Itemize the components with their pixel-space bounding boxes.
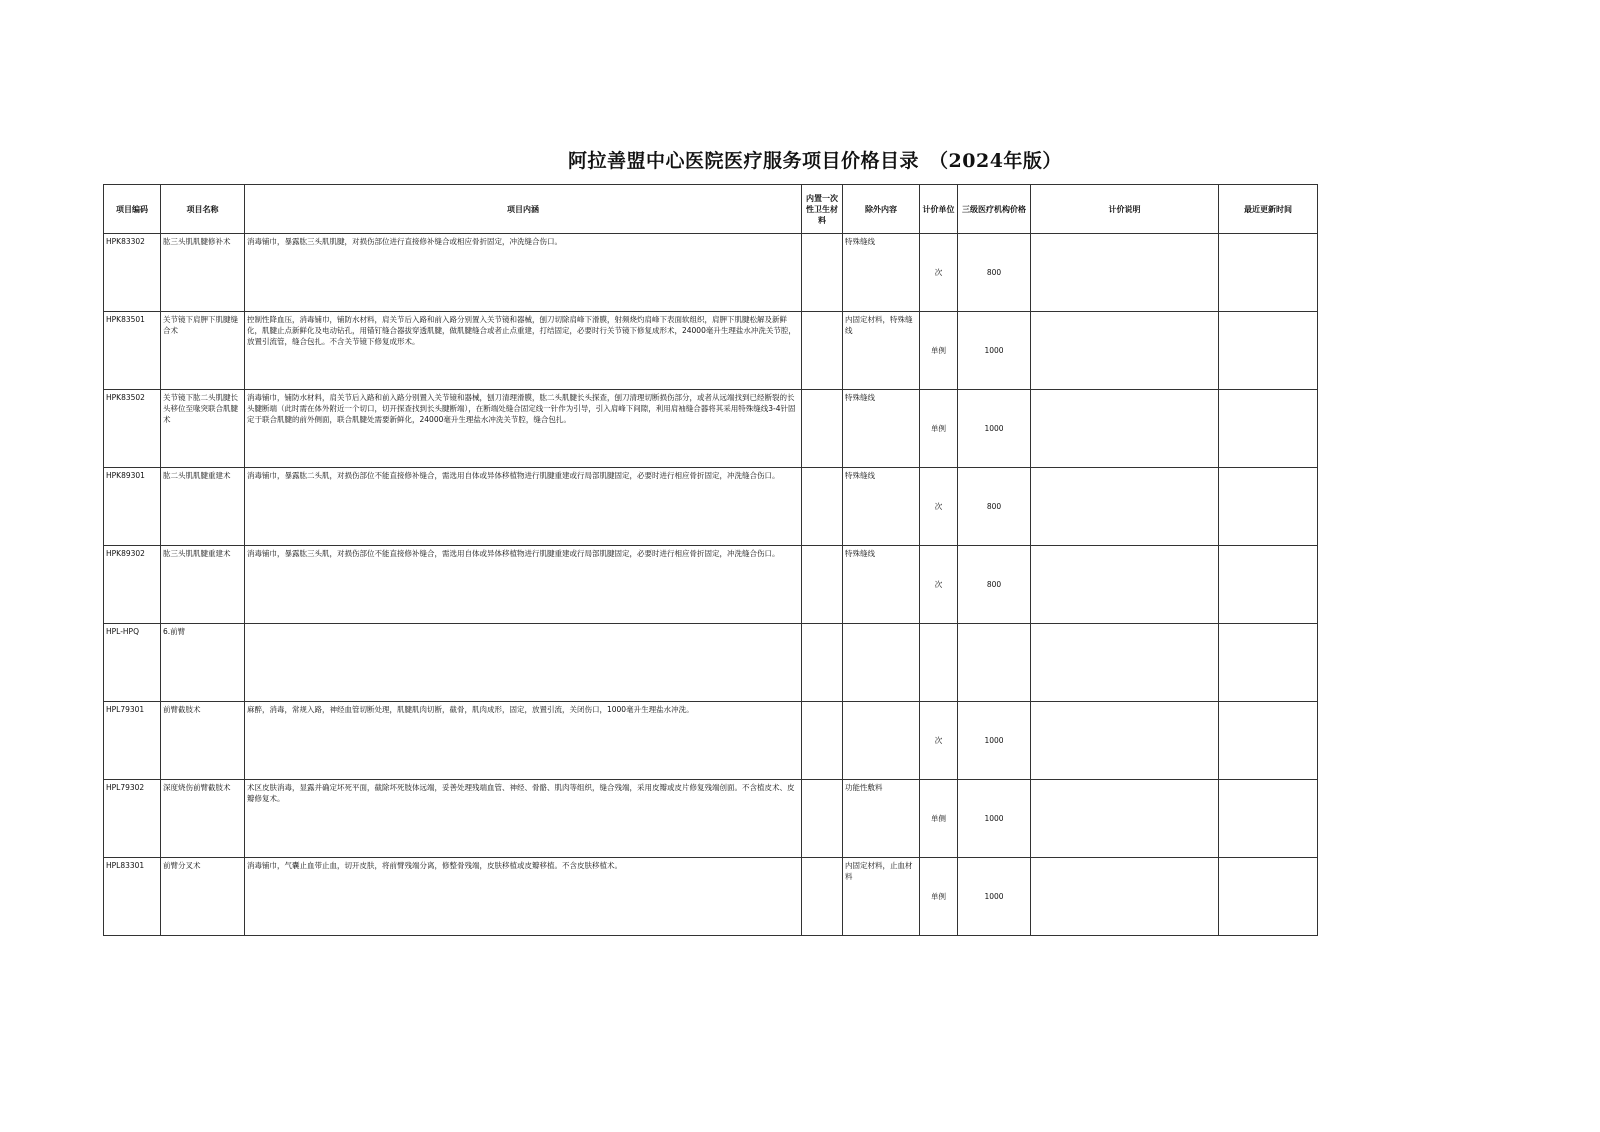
cell-excluded: 内固定材料，特殊缝线 — [843, 312, 920, 390]
cell-code: HPK89302 — [104, 546, 161, 624]
cell-updated — [1219, 624, 1318, 702]
cell-price — [958, 624, 1031, 702]
cell-unit: 单例 — [920, 858, 958, 936]
cell-excluded: 特殊缝线 — [843, 234, 920, 312]
cell-code: HPL79302 — [104, 780, 161, 858]
header-content: 项目内涵 — [245, 185, 802, 234]
cell-price: 1000 — [958, 780, 1031, 858]
header-material: 内置一次性卫生材料 — [802, 185, 843, 234]
cell-updated — [1219, 312, 1318, 390]
cell-code: HPK83501 — [104, 312, 161, 390]
cell-material — [802, 390, 843, 468]
cell-material — [802, 702, 843, 780]
cell-updated — [1219, 546, 1318, 624]
cell-name: 深度烧伤前臂截肢术 — [161, 780, 245, 858]
cell-price: 800 — [958, 468, 1031, 546]
cell-code: HPL83301 — [104, 858, 161, 936]
cell-material — [802, 546, 843, 624]
cell-excluded: 特殊缝线 — [843, 390, 920, 468]
header-name: 项目名称 — [161, 185, 245, 234]
cell-content: 消毒铺巾，暴露肱三头肌肌腱，对损伤部位进行直接修补缝合或相应骨折固定，冲洗缝合伤口。 — [245, 234, 802, 312]
cell-code: HPL79301 — [104, 702, 161, 780]
cell-excluded: 功能性敷料 — [843, 780, 920, 858]
cell-excluded: 特殊缝线 — [843, 546, 920, 624]
cell-note — [1031, 546, 1219, 624]
cell-material — [802, 468, 843, 546]
table-row — [104, 702, 1318, 780]
cell-name: 关节镜下肱二头肌腱长头移位至喙突联合肌腱术 — [161, 390, 245, 468]
cell-material — [802, 234, 843, 312]
cell-price: 800 — [958, 234, 1031, 312]
cell-price: 1000 — [958, 312, 1031, 390]
header-price: 三级医疗机构价格 — [958, 185, 1031, 234]
table-row — [104, 858, 1318, 936]
cell-name: 前臂截肢术 — [161, 702, 245, 780]
cell-note — [1031, 624, 1219, 702]
cell-material — [802, 312, 843, 390]
table-row — [104, 468, 1318, 546]
header-code: 项目编码 — [104, 185, 161, 234]
cell-updated — [1219, 390, 1318, 468]
cell-note — [1031, 390, 1219, 468]
table-row — [104, 624, 1318, 702]
cell-name: 肱二头肌肌腱重建术 — [161, 468, 245, 546]
price-table — [103, 184, 1318, 936]
cell-excluded — [843, 624, 920, 702]
cell-name: 前臂分叉术 — [161, 858, 245, 936]
cell-code: HPL-HPQ — [104, 624, 161, 702]
header-note: 计价说明 — [1031, 185, 1219, 234]
cell-content: 消毒铺巾，暴露肱三头肌，对损伤部位不能直接修补缝合，需选用自体或异体移植物进行肌腱重建或行局部肌腱固定，必要时进行相应骨折固定，冲洗缝合伤口。 — [245, 546, 802, 624]
cell-note — [1031, 780, 1219, 858]
cell-unit: 次 — [920, 702, 958, 780]
cell-code: HPK83302 — [104, 234, 161, 312]
table-row — [104, 312, 1318, 390]
cell-material — [802, 780, 843, 858]
cell-name: 6.前臂 — [161, 624, 245, 702]
cell-excluded — [843, 702, 920, 780]
cell-name: 关节镜下肩胛下肌腱缝合术 — [161, 312, 245, 390]
cell-updated — [1219, 702, 1318, 780]
cell-content: 麻醉，消毒，常规入路，神经血管切断处理，肌腱肌肉切断，截骨，肌肉成形，固定，放置引流，关闭伤口，1000毫升生理盐水冲洗。 — [245, 702, 802, 780]
cell-excluded: 内固定材料，止血材料 — [843, 858, 920, 936]
cell-excluded: 特殊缝线 — [843, 468, 920, 546]
cell-content: 消毒铺巾，铺防水材料，肩关节后入路和前入路分别置入关节镜和器械，刨刀清理滑膜，肱二头肌腱长头探查，刨刀清理切断损伤部分，或者从远端找到已经断裂的长头腱断端（此时需在体外附近一个切口，切开探查找到长头腱断端），在断端处缝合固定线一针作为引导，引入肩峰下间隙，利用肩袖缝合器将其采用特殊缝线3-4针固定于联合肌腱的前外侧面，联合肌腱处需要新鲜化，24000毫升生理盐水冲洗关节腔，缝合包扎。 — [245, 390, 802, 468]
cell-price: 1000 — [958, 702, 1031, 780]
cell-code: HPK89301 — [104, 468, 161, 546]
cell-content: 消毒铺巾，气囊止血带止血，切开皮肤，将前臂残端分离，修整骨残端，皮肤移植或皮瓣移植。不含皮肤移植术。 — [245, 858, 802, 936]
header-excluded: 除外内容 — [843, 185, 920, 234]
table-row — [104, 546, 1318, 624]
cell-unit: 单例 — [920, 312, 958, 390]
cell-code: HPK83502 — [104, 390, 161, 468]
cell-price: 1000 — [958, 390, 1031, 468]
cell-note — [1031, 702, 1219, 780]
cell-unit: 单侧 — [920, 780, 958, 858]
table-row — [104, 780, 1318, 858]
table-header-row — [104, 185, 1318, 234]
header-updated: 最近更新时间 — [1219, 185, 1318, 234]
cell-unit — [920, 624, 958, 702]
cell-note — [1031, 312, 1219, 390]
cell-name: 肱三头肌肌腱重建术 — [161, 546, 245, 624]
cell-updated — [1219, 234, 1318, 312]
cell-updated — [1219, 780, 1318, 858]
cell-material — [802, 624, 843, 702]
cell-content: 术区皮肤消毒，显露并确定坏死平面，截除坏死肢体远端，妥善处理残端血管、神经、骨骼、肌肉等组织，缝合残端，采用皮瓣或皮片修复残端创面。不含植皮术、皮瓣修复术。 — [245, 780, 802, 858]
cell-note — [1031, 468, 1219, 546]
header-unit: 计价单位 — [920, 185, 958, 234]
cell-price: 1000 — [958, 858, 1031, 936]
page-title: 阿拉善盟中心医院医疗服务项目价格目录 （2024年版） — [568, 150, 1062, 172]
cell-material — [802, 858, 843, 936]
cell-updated — [1219, 468, 1318, 546]
cell-content: 消毒铺巾，暴露肱二头肌，对损伤部位不能直接修补缝合，需选用自体或异体移植物进行肌腱重建或行局部肌腱固定，必要时进行相应骨折固定，冲洗缝合伤口。 — [245, 468, 802, 546]
cell-note — [1031, 234, 1219, 312]
cell-unit: 次 — [920, 546, 958, 624]
cell-content: 控制性降血压，消毒铺巾，铺防水材料，肩关节后入路和前入路分别置入关节镜和器械，刨刀切除肩峰下滑膜，射频烧灼肩峰下表面软组织，肩胛下肌腱松解及新鲜化，肌腱止点新鲜化及电动钻孔，用锚钉缝合器拔穿透肌腱，做肌腱缝合或者止点重建，打结固定，必要时行关节镜下修复成形术，24000毫升生理盐水冲洗关节腔，放置引流管，缝合包扎。不含关节镜下修复成形术。 — [245, 312, 802, 390]
cell-name: 肱三头肌肌腱修补术 — [161, 234, 245, 312]
cell-content — [245, 624, 802, 702]
cell-unit: 次 — [920, 234, 958, 312]
table-row — [104, 390, 1318, 468]
cell-note — [1031, 858, 1219, 936]
cell-updated — [1219, 858, 1318, 936]
cell-unit: 次 — [920, 468, 958, 546]
table-row — [104, 234, 1318, 312]
cell-unit: 单例 — [920, 390, 958, 468]
cell-price: 800 — [958, 546, 1031, 624]
